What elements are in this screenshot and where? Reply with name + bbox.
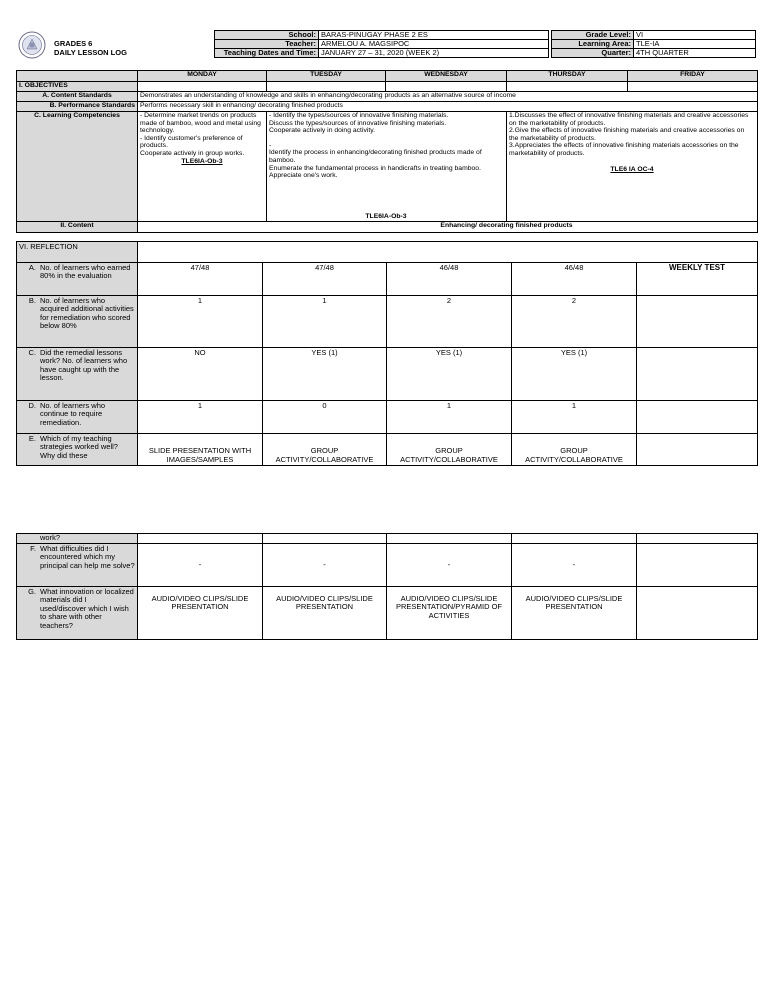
school-value: BARAS-PINUGAY PHASE 2 ES (319, 31, 549, 40)
value-friday (637, 401, 758, 434)
learning-competencies-label: C. Learning Competencies (17, 112, 138, 222)
quarter-label: Quarter: (552, 49, 634, 58)
value-tuesday: 47/48 (263, 263, 387, 296)
competency-line: - Identify the types/sources of innovative finishing materials. (269, 112, 449, 119)
competency-line: - Identify customer's preference of products. (140, 134, 243, 150)
row-letter: E. (28, 434, 36, 443)
value-friday (637, 434, 758, 466)
table-row (17, 263, 758, 296)
value-tuesday: YES (1) (263, 348, 387, 401)
continued-text: work? (17, 534, 138, 544)
row-letter: B. (28, 296, 36, 305)
value-tuesday: 0 (263, 401, 387, 434)
reflection-label: VI. REFLECTION (17, 242, 138, 263)
competencies-monday (138, 112, 267, 222)
value-thursday: YES (1) (512, 348, 637, 401)
table-row (17, 401, 758, 434)
value-monday: 1 (138, 401, 263, 434)
teacher-label: Teacher: (215, 40, 319, 49)
day-header-friday: FRIDAY (628, 71, 758, 82)
reflection-table-continued (16, 533, 758, 640)
table-row (17, 348, 758, 401)
value-monday: AUDIO/VIDEO CLIPS/SLIDE PRESENTATION (138, 587, 263, 640)
day-header-tuesday: TUESDAY (267, 71, 386, 82)
value-monday: 47/48 (138, 263, 263, 296)
value-friday (637, 296, 758, 348)
value-tuesday: - (263, 544, 387, 587)
competency-line: - (269, 141, 272, 149)
value-thursday: 2 (512, 296, 637, 348)
value-friday (637, 544, 758, 587)
value-thursday: 46/48 (512, 263, 637, 296)
competency-line: - Determine market trends on products made of bamboo, wood and metal using technology. (140, 112, 261, 135)
day-header-wednesday: WEDNESDAY (386, 71, 507, 82)
row-letter: F. (30, 544, 36, 553)
value-wednesday: YES (1) (387, 348, 512, 401)
table-row (17, 587, 758, 640)
learning-area-value: TLE-IA (634, 40, 756, 49)
value-friday: WEEKLY TEST (637, 263, 758, 296)
row-question: Which of my teaching strategies worked well? Why did these (40, 434, 118, 460)
objectives-label: I. OBJECTIVES (17, 82, 138, 92)
value-thursday: GROUP ACTIVITY/COLLABORATIVE (512, 434, 637, 466)
competencies-thursday-friday (507, 112, 758, 222)
value-wednesday: AUDIO/VIDEO CLIPS/SLIDE PRESENTATION/PYRAMID OF ACTIVITIES (387, 587, 512, 640)
reflection-table (16, 241, 758, 466)
quarter-value: 4TH QUARTER (634, 49, 756, 58)
content-label: II. Content (17, 222, 138, 233)
row-question: What innovation or localized materials did I used/discover which I wish to share with other teachers? (40, 587, 134, 630)
value-thursday: - (512, 544, 637, 587)
value-wednesday: GROUP ACTIVITY/COLLABORATIVE (387, 434, 512, 466)
row-letter: A. (28, 263, 36, 272)
value-tuesday: 1 (263, 296, 387, 348)
table-row (17, 296, 758, 348)
table-row (17, 434, 758, 466)
class-info-table (551, 30, 756, 58)
value-wednesday: - (387, 544, 512, 587)
value-monday: - (138, 544, 263, 587)
competency-line: 3.Appreciates the effects of innovative finishing materials accessories on the marketability of products. (509, 142, 739, 157)
performance-standards-value: Performs necessary skill in enhancing/ decorating finished products (138, 102, 758, 112)
value-thursday: AUDIO/VIDEO CLIPS/SLIDE PRESENTATION (512, 587, 637, 640)
dates-value: JANUARY 27 – 31, 2020 (WEEK 2) (319, 49, 549, 58)
competency-code: TLE6IA-Ob-3 (365, 213, 407, 221)
row-letter: D. (28, 401, 36, 410)
row-question: No. of learners who earned 80% in the evaluation (40, 263, 131, 281)
table-row (17, 544, 758, 587)
row-question: No. of learners who acquired additional activities for remediation who scored below 80% (40, 296, 134, 331)
corner-cell (17, 71, 138, 82)
grade-level-label: Grade Level: (552, 31, 634, 40)
value-tuesday: GROUP ACTIVITY/COLLABORATIVE (263, 434, 387, 466)
competency-line: Cooperate actively in group works. (140, 149, 245, 157)
day-header-monday: MONDAY (138, 71, 267, 82)
school-info-table (214, 30, 549, 58)
row-question: What difficulties did I encountered which my principal can help me solve? (40, 544, 135, 570)
value-wednesday: 2 (387, 296, 512, 348)
value-wednesday: 46/48 (387, 263, 512, 296)
dates-label: Teaching Dates and Time: (215, 49, 319, 58)
log-title: DAILY LESSON LOG (54, 48, 127, 57)
value-wednesday: 1 (387, 401, 512, 434)
row-letter: C. (28, 348, 36, 357)
value-tuesday: AUDIO/VIDEO CLIPS/SLIDE PRESENTATION (263, 587, 387, 640)
lesson-log-table (16, 70, 758, 233)
school-label: School: (215, 31, 319, 40)
competency-line: 2.Give the effects of innovative finishing materials and creative accessories on the marketability of products. (509, 127, 745, 142)
row-letter: G. (28, 587, 36, 596)
competency-line: Cooperate actively in doing activity. (269, 127, 376, 135)
teacher-value: ARMELOU A. MAGSIPOC (319, 40, 549, 49)
competency-line: Discuss the types/sources of innovative finishing materials. (269, 119, 447, 127)
grade-heading: GRADES 6 (54, 39, 93, 48)
value-monday: SLIDE PRESENTATION WITH IMAGES/SAMPLES (138, 434, 263, 466)
row-question: Did the remedial lessons work? No. of learners who have caught up with the lesson. (40, 348, 128, 383)
competency-code: TLE6 IA OC-4 (610, 165, 654, 173)
competency-line: 1.Discusses the effect of innovative finishing materials and creative accessories on the marketability of products. (509, 112, 749, 127)
learning-area-label: Learning Area: (552, 40, 634, 49)
day-header-thursday: THURSDAY (507, 71, 628, 82)
value-thursday: 1 (512, 401, 637, 434)
row-question: No. of learners who continue to require remediation. (40, 401, 106, 427)
value-friday (637, 348, 758, 401)
competency-line: Appreciate one's work. (269, 172, 338, 180)
value-monday: NO (138, 348, 263, 401)
grade-level-value: VI (634, 31, 756, 40)
competency-code: TLE6IA-Ob-3 (181, 157, 223, 165)
value-friday (637, 587, 758, 640)
competencies-tuesday-wednesday (267, 112, 507, 222)
performance-standards-label: B. Performance Standards (17, 102, 138, 112)
content-standards-label: A. Content Standards (17, 92, 138, 102)
value-monday: 1 (138, 296, 263, 348)
competency-line: Identify the process in enhancing/decorating finished products made of bamboo. (269, 149, 482, 164)
competency-line: Enumerate the fundamental process in handicrafts in treating bamboo. (269, 164, 481, 172)
deped-seal-icon (18, 31, 46, 59)
content-standards-value: Demonstrates an understanding of knowledge and skills in enhancing/decorating products as an alternative source of income (138, 92, 758, 102)
content-value: Enhancing/ decorating finished products (138, 222, 758, 233)
